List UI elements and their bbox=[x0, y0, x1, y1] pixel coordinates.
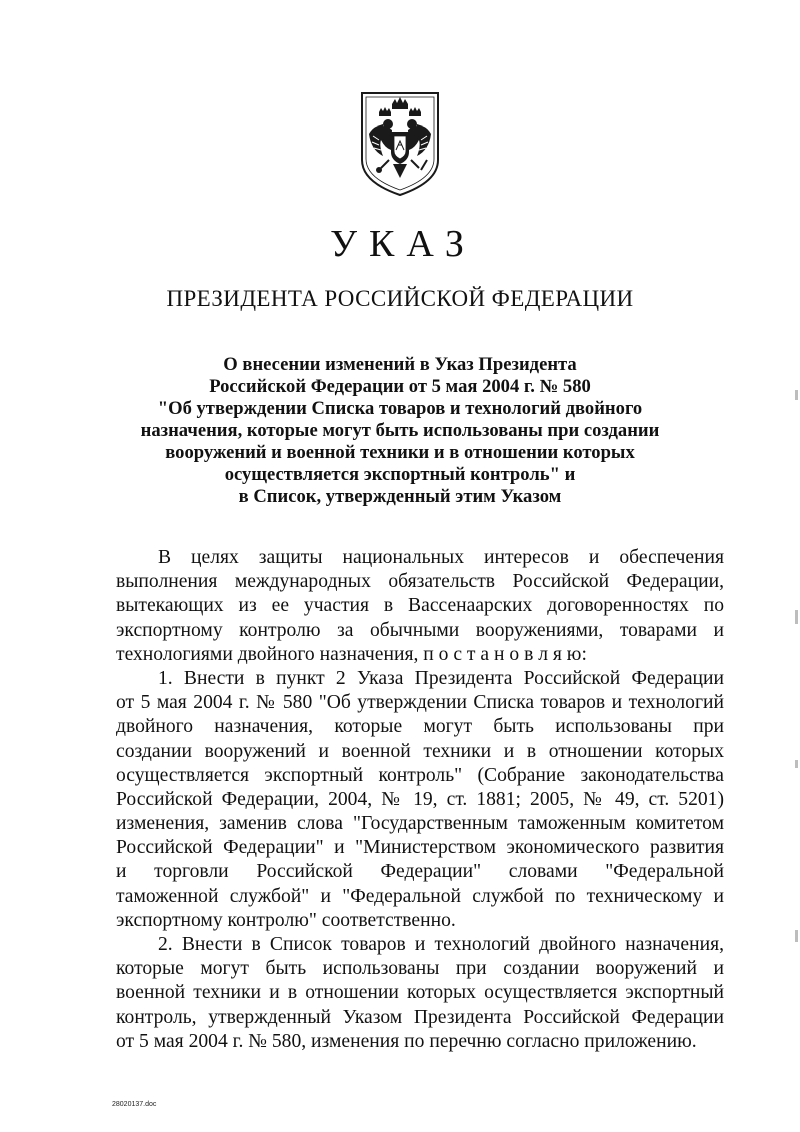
text-line: выполнения международных обязательств Российской Федерации, bbox=[116, 571, 724, 593]
heading-line: в Список, утвержденный этим Указом bbox=[238, 486, 562, 507]
text-line: технологиями двойного назначения, п о с т а н о в л я ю: bbox=[116, 643, 587, 665]
document-issuer: ПРЕЗИДЕНТА РОССИЙСКОЙ ФЕДЕРАЦИИ bbox=[166, 286, 634, 311]
text-line: изменения, заменив слова "Государственным таможенным комитетом bbox=[116, 813, 724, 835]
text-line: экспортному контролю" соответственно. bbox=[116, 909, 456, 931]
item-1-paragraph bbox=[116, 667, 724, 933]
heading-line: Российской Федерации от 5 мая 2004 г. № 580 bbox=[209, 376, 591, 397]
text-line: Российской Федерации, 2004, № 19, ст. 1881; 2005, № 49, ст. 5201) bbox=[116, 788, 724, 810]
text-line: таможенной службой" и "Федеральной службой по техническому и bbox=[116, 885, 724, 907]
scan-edge-mark bbox=[795, 930, 798, 942]
coat-of-arms-icon bbox=[359, 90, 441, 198]
text-line: экспортному контролю за обычными вооружениями, товарами и bbox=[116, 619, 724, 641]
text-line: от 5 мая 2004 г. № 580 "Об утверждении Списка товаров и технологий bbox=[116, 692, 724, 714]
document-title: УКАЗ bbox=[330, 223, 476, 265]
text-line: контроль, утвержденный Указом Президента Российской Федерации bbox=[116, 1006, 724, 1028]
footer-file-code: 28020137.doc bbox=[112, 1101, 157, 1108]
text-line: В целях защиты национальных интересов и обеспечения bbox=[158, 547, 724, 568]
text-line: осуществляется экспортный контроль" (Собрание законодательства bbox=[116, 764, 724, 786]
scan-edge-mark bbox=[795, 610, 798, 624]
text-line: которые могут быть использованы при создании вооружений и bbox=[116, 958, 724, 980]
heading-line: "Об утверждении Списка товаров и технологий двойного bbox=[157, 398, 643, 419]
document-body bbox=[116, 546, 724, 1054]
preamble-paragraph bbox=[116, 546, 724, 667]
text-line: Российской Федерации" и "Министерством экономического развития bbox=[116, 837, 724, 859]
heading-line: назначения, которые могут быть использованы при создании bbox=[140, 420, 660, 441]
heading-line: осуществляется экспортный контроль" и bbox=[224, 464, 576, 485]
scan-edge-mark bbox=[795, 390, 798, 400]
scan-edge-mark bbox=[795, 760, 798, 768]
item-2-paragraph bbox=[116, 933, 724, 1054]
text-line: 1. Внести в пункт 2 Указа Президента Российской Федерации bbox=[158, 667, 724, 689]
text-line: двойного назначения, которые могут быть использованы при bbox=[116, 716, 724, 738]
text-line: создании вооружений и военной техники и в отношении которых bbox=[116, 740, 724, 762]
document-heading bbox=[100, 354, 700, 508]
text-line: военной техники и в отношении которых осуществляется экспортный bbox=[116, 982, 724, 1004]
text-line: от 5 мая 2004 г. № 580, изменения по перечню согласно приложению. bbox=[116, 1030, 697, 1052]
text-line: вытекающих из ее участия в Вассенаарских договоренностях по bbox=[116, 595, 724, 617]
heading-line: О внесении изменений в Указ Президента bbox=[223, 354, 577, 375]
text-line: 2. Внести в Список товаров и технологий двойного назначения, bbox=[158, 934, 724, 955]
text-line: и торговли Российской Федерации" словами "Федеральной bbox=[116, 861, 724, 883]
heading-line: вооружений и военной техники и в отношении которых bbox=[165, 442, 635, 463]
